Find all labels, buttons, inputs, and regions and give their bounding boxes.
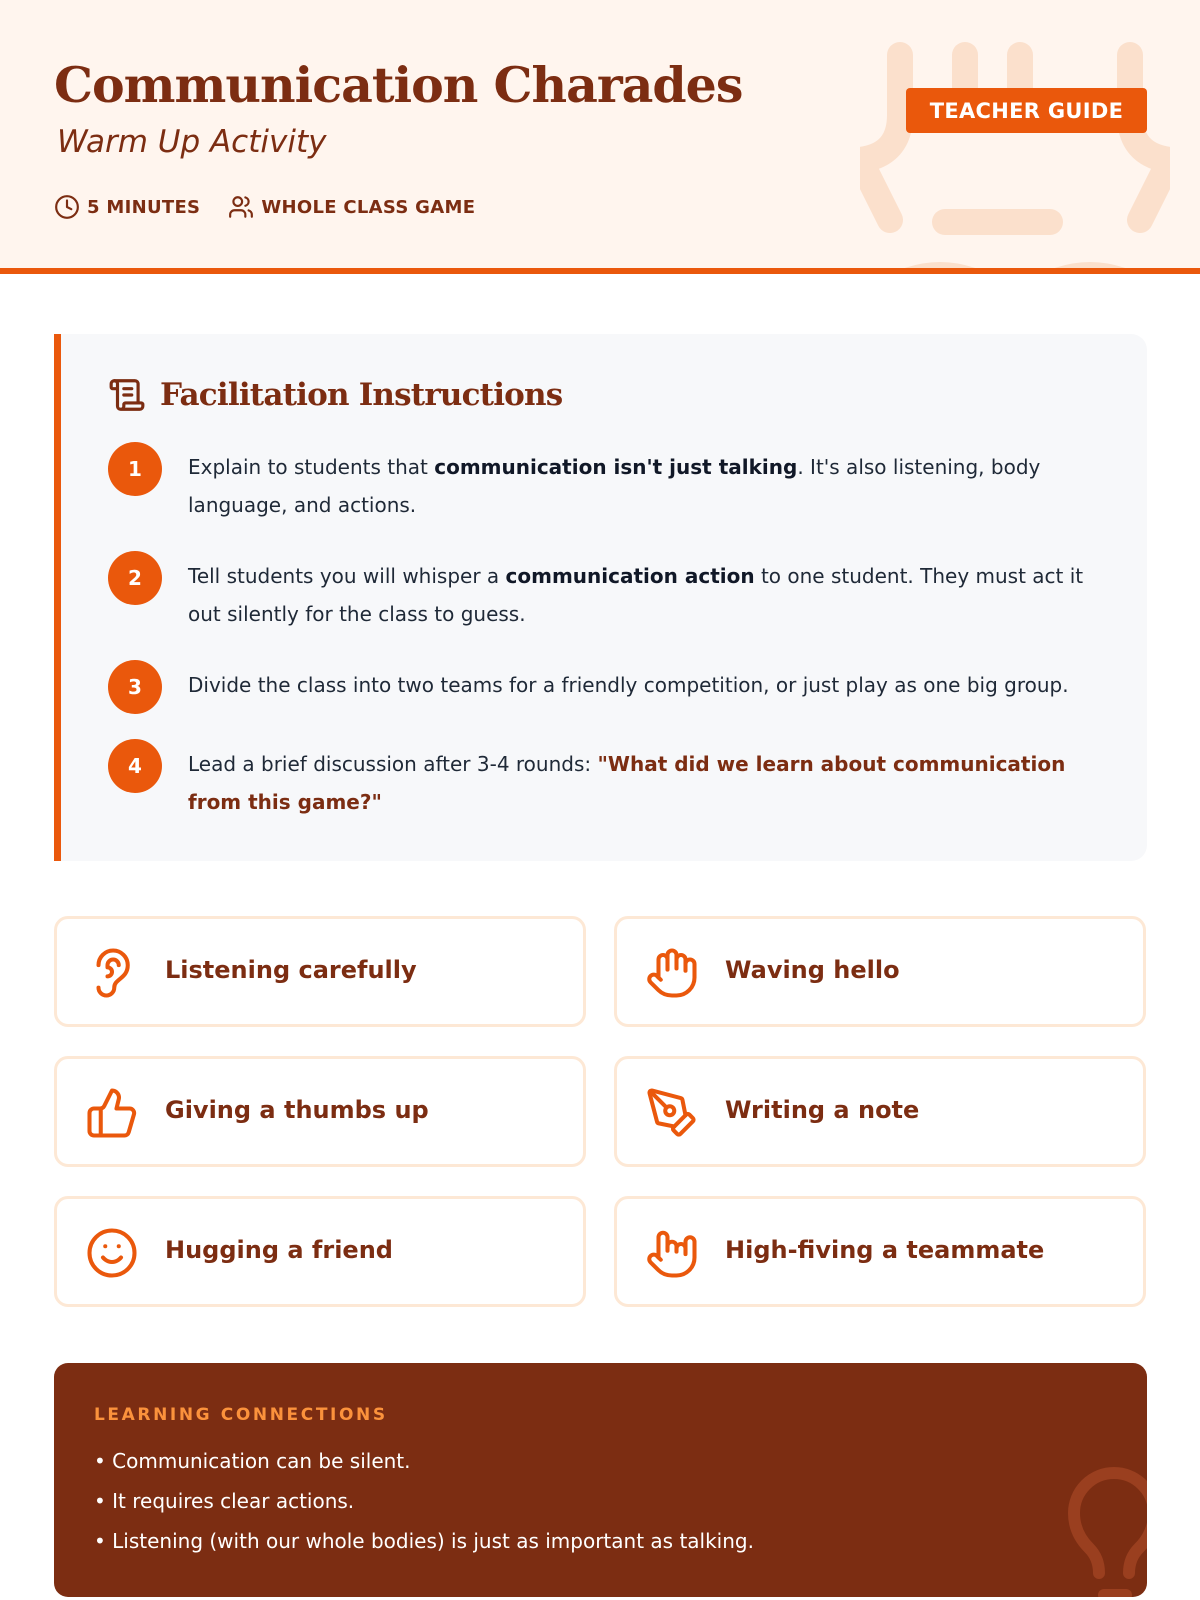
activity-meta <box>54 194 475 220</box>
learning-item: • Listening (with our whole bodies) is just as important as talking. <box>94 1529 754 1553</box>
step-number: 1 <box>108 442 162 496</box>
emphasis-text: communication isn't just talking <box>434 455 798 479</box>
step-text: Divide the class into two teams for a friendly competition, or just play as one big group. <box>188 673 1069 697</box>
pen-tool-icon <box>645 1086 699 1140</box>
clock-icon <box>54 194 80 220</box>
meta-format-label: WHOLE CLASS GAME <box>261 196 476 218</box>
discussion-question: "What did we learn about communication from this game?" <box>188 752 1066 814</box>
step-number: 3 <box>108 660 162 714</box>
meta-duration-label: 5 MINUTES <box>87 196 201 218</box>
instructions-heading <box>108 376 562 414</box>
card-label: Hugging a friend <box>165 1236 393 1264</box>
thumbs-up-icon <box>85 1086 139 1140</box>
emphasis-text: communication action <box>505 564 755 588</box>
page-header <box>0 0 1200 274</box>
learning-list <box>94 1441 754 1561</box>
scroll-icon <box>108 376 146 414</box>
learning-heading: LEARNING CONNECTIONS <box>94 1405 388 1425</box>
meta-duration <box>54 194 200 220</box>
instructions-title: Facilitation Instructions <box>160 377 563 413</box>
action-card-high-five <box>614 1196 1146 1307</box>
action-card-waving <box>614 916 1146 1027</box>
people-decoration-icon <box>860 30 1170 274</box>
learning-item: • Communication can be silent. <box>94 1449 411 1473</box>
action-card-hugging <box>54 1196 586 1307</box>
card-label: Waving hello <box>725 956 900 984</box>
step-text: Tell students you will whisper a communication action to one student. They must act it out silently for the class to guess. <box>188 564 1084 626</box>
teacher-guide-badge: TEACHER GUIDE <box>906 88 1147 133</box>
users-icon <box>228 194 254 220</box>
card-label: High-fiving a teammate <box>725 1236 1045 1264</box>
step-text: Lead a brief discussion after 3-4 rounds: "What did we learn about communication from this game?" <box>188 752 1066 814</box>
meta-format <box>228 194 475 220</box>
learning-item: • It requires clear actions. <box>94 1489 355 1513</box>
action-card-listening <box>54 916 586 1027</box>
card-label: Listening carefully <box>165 956 417 984</box>
step-number: 2 <box>108 551 162 605</box>
lightbulb-icon <box>1044 1463 1147 1597</box>
card-label: Writing a note <box>725 1096 920 1124</box>
ear-icon <box>85 946 139 1000</box>
action-card-writing <box>614 1056 1146 1167</box>
action-card-thumbs-up <box>54 1056 586 1167</box>
page-subtitle: Warm Up Activity <box>57 124 327 160</box>
smile-icon <box>85 1226 139 1280</box>
hand-metal-icon <box>645 1226 699 1280</box>
step-text: Explain to students that communication isn't just talking. It's also listening, body language, and actions. <box>188 455 1041 517</box>
hand-icon <box>645 946 699 1000</box>
page-title: Communication Charades <box>54 56 743 114</box>
step-number: 4 <box>108 739 162 793</box>
facilitation-instructions <box>54 334 1147 861</box>
learning-connections <box>54 1363 1147 1597</box>
card-label: Giving a thumbs up <box>165 1096 429 1124</box>
